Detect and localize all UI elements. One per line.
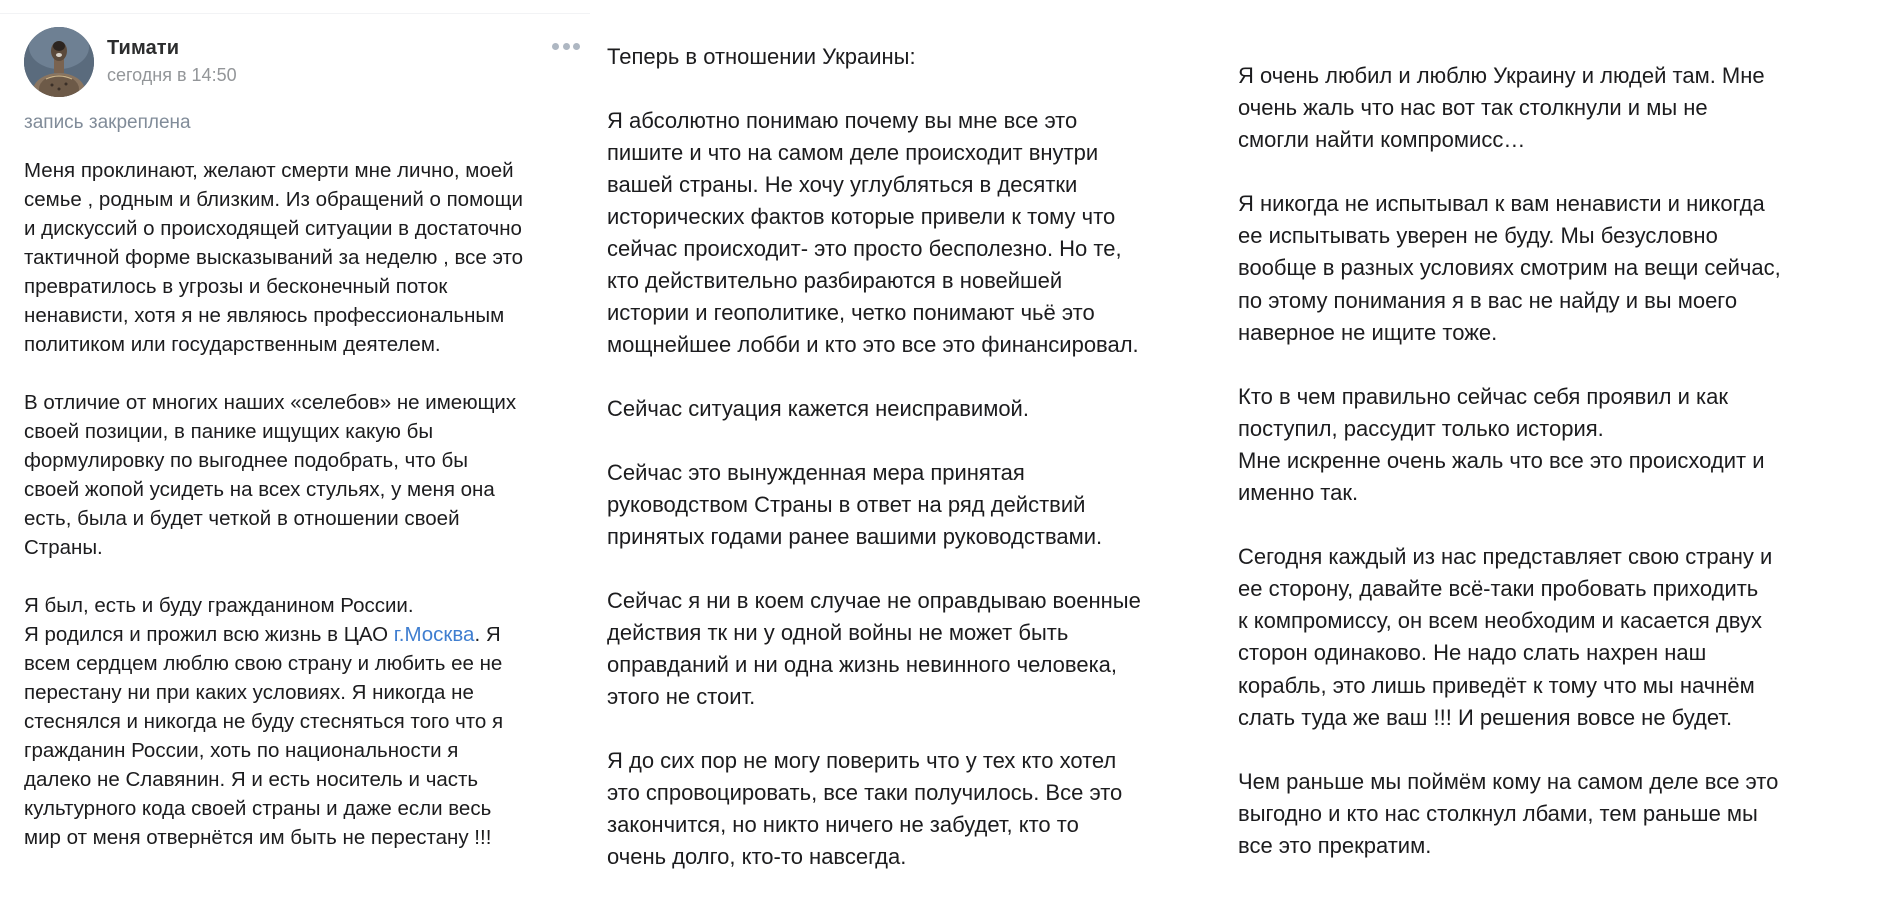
text-line: Сейчас ситуация кажется неисправимой. xyxy=(607,396,1029,421)
paragraph xyxy=(1238,60,1888,156)
text-line: истории и геополитике, четко понимают чьё это xyxy=(607,300,1095,325)
text-fragment: Я родился и прожил всю жизнь в ЦАО xyxy=(24,623,394,646)
text-line: превратилось в угрозы и бесконечный поток xyxy=(24,275,448,298)
text-line: принятых годами ранее вашими руководствами. xyxy=(607,524,1103,549)
text-line: вообще в разных условиях смотрим на вещи сейчас, xyxy=(1238,255,1781,281)
text-line: есть, была и будет четкой в отношении своей xyxy=(24,507,460,530)
text-line: далеко не Славянин. Я и есть носитель и часть xyxy=(24,768,479,791)
text-line: исторических фактов которые привели к тому что xyxy=(607,204,1116,229)
paragraph xyxy=(1238,381,1888,509)
text-line: Сейчас это вынужденная мера принятая xyxy=(607,460,1025,485)
text-line: Я очень любил и люблю Украину и людей там. Мне xyxy=(1238,63,1765,88)
text-line: перестану ни при каких условиях. Я никогда не xyxy=(24,681,474,704)
paragraph xyxy=(607,745,1227,873)
text-line: по этому понимания я в вас не найду и вы моего xyxy=(1238,287,1738,313)
text-line: к компромиссу, он всем необходим и касается двух xyxy=(1238,608,1762,634)
text-line xyxy=(24,620,594,649)
paragraph xyxy=(24,156,594,359)
text-line: политиком или государственным деятелем. xyxy=(24,333,441,356)
text-line: руководством Страны в ответ на ряд действий xyxy=(607,492,1086,517)
text-line: ее сторону, давайте всё-таки пробовать приходить xyxy=(1238,576,1759,602)
text-line: Мне искренне очень жаль что все это происходит и xyxy=(1238,447,1765,473)
text-line: выгодно и кто нас столкнул лбами, тем раньше мы xyxy=(1238,800,1758,826)
text-line: Кто в чем правильно сейчас себя проявил и как xyxy=(1238,383,1728,409)
post-text-column-1 xyxy=(24,156,594,852)
post-timestamp[interactable]: сегодня в 14:50 xyxy=(107,65,237,85)
moscow-link[interactable]: г.Москва xyxy=(393,623,475,646)
text-line: сторон одинаково. Не надо слать нахрен наш xyxy=(1238,640,1707,666)
text-line: гражданин России, хоть по национальности я xyxy=(24,739,459,762)
text-line: Сейчас я ни в коем случае не оправдываю военные xyxy=(607,588,1141,613)
text-line: сейчас происходит- это просто бесполезно. Но те, xyxy=(607,236,1122,261)
paragraph xyxy=(607,393,1227,425)
post-header xyxy=(24,27,584,99)
text-line: Я абсолютно понимаю почему вы мне все это xyxy=(607,108,1078,133)
text-line: очень долго, кто-то навсегда. xyxy=(607,844,907,869)
text-line: Я никогда не испытывал к вам ненависти и никогда xyxy=(1238,191,1765,217)
pinned-label: запись закреплена xyxy=(24,112,191,133)
text-line: кто действительно разбираются в новейшей xyxy=(607,268,1063,293)
text-line: Чем раньше мы поймём кому на самом деле все это xyxy=(1238,768,1779,794)
paragraph xyxy=(607,41,1227,73)
text-line: корабль, это лишь приведёт к тому что мы начнём xyxy=(1238,672,1755,698)
top-divider xyxy=(0,13,590,14)
text-line: пишите и что на самом деле происходит внутри xyxy=(607,140,1099,165)
text-line: наверное не ищите тоже. xyxy=(1238,319,1498,345)
text-line: своей позиции, в панике ищущих какую бы xyxy=(24,420,434,443)
text-line: всем сердцем люблю свою страну и любить ее не xyxy=(24,652,503,675)
text-line: оправданий и ни одна жизнь невинного человека, xyxy=(607,652,1118,677)
text-line: своей жопой усидеть на всех стульях, у меня она xyxy=(24,478,495,501)
paragraph xyxy=(607,457,1227,553)
paragraph xyxy=(1238,541,1888,734)
text-line: Меня проклинают, желают смерти мне лично, моей xyxy=(24,159,514,182)
more-dots-icon xyxy=(573,43,580,50)
text-line: действия тк ни у одной войны не может быть xyxy=(607,620,1069,645)
text-line: этого не стоит. xyxy=(607,684,756,709)
text-line: именно так. xyxy=(1238,480,1359,506)
paragraph xyxy=(24,388,594,562)
text-line: Сегодня каждый из нас представляет свою страну и xyxy=(1238,544,1773,570)
paragraph xyxy=(1238,766,1888,862)
text-line: семье , родным и близким. Из обращений о помощи xyxy=(24,188,523,211)
text-line: В отличие от многих наших «селебов» не имеющих xyxy=(24,391,517,414)
text-line: все это прекратим. xyxy=(1238,832,1432,858)
text-line: поступил, рассудит только история. xyxy=(1238,415,1604,441)
text-line: это спровоцировать, все таки получилось. Все это xyxy=(607,780,1123,805)
paragraph xyxy=(1238,188,1888,348)
avatar-photo-icon xyxy=(24,27,94,97)
paragraph xyxy=(24,591,594,852)
text-line: очень жаль что нас вот так столкнули и мы не xyxy=(1238,95,1708,121)
text-line: мир от меня отвернётся им быть не перестану !!! xyxy=(24,826,492,849)
text-line: Я был, есть и буду гражданином России. xyxy=(24,594,414,617)
text-line: культурного кода своей страны и даже если весь xyxy=(24,797,492,820)
text-line: Я до сих пор не могу поверить что у тех кто хотел xyxy=(607,748,1117,773)
text-line: Теперь в отношении Украины: xyxy=(607,44,916,69)
text-line: Страны. xyxy=(24,536,103,559)
text-line: ее испытывать уверен не буду. Мы безусловно xyxy=(1238,223,1718,249)
text-line: стеснялся и никогда не буду стесняться того что я xyxy=(24,710,504,733)
text-line: смогли найти компромисс… xyxy=(1238,127,1526,153)
post-text-column-3 xyxy=(1238,60,1888,894)
text-line: мощнейшее лобби и кто это все это финансировал. xyxy=(607,332,1139,357)
author-name[interactable]: Тимати xyxy=(107,37,180,59)
text-line: и дискуссий о происходящей ситуации в достаточно xyxy=(24,217,522,240)
text-line: формулировку по выгоднее подобрать, что бы xyxy=(24,449,469,472)
text-line: вашей страны. Не хочу углубляться в десятки xyxy=(607,172,1078,197)
more-options-button[interactable] xyxy=(552,39,580,53)
text-line: слать туда же ваш !!! И решения вовсе не будет. xyxy=(1238,704,1733,730)
text-line: закончится, но никто ничего не забудет, кто то xyxy=(607,812,1079,837)
author-avatar[interactable] xyxy=(24,27,94,97)
more-dots-icon xyxy=(563,43,570,50)
paragraph xyxy=(607,585,1227,713)
text-fragment: . Я xyxy=(474,623,501,646)
text-line: ненависти, хотя я не являюсь профессиональным xyxy=(24,304,505,327)
more-dots-icon xyxy=(552,43,559,50)
post-text-column-2 xyxy=(607,41,1227,905)
text-line: тактичной форме высказываний за неделю , все это xyxy=(24,246,524,269)
paragraph xyxy=(607,105,1227,361)
